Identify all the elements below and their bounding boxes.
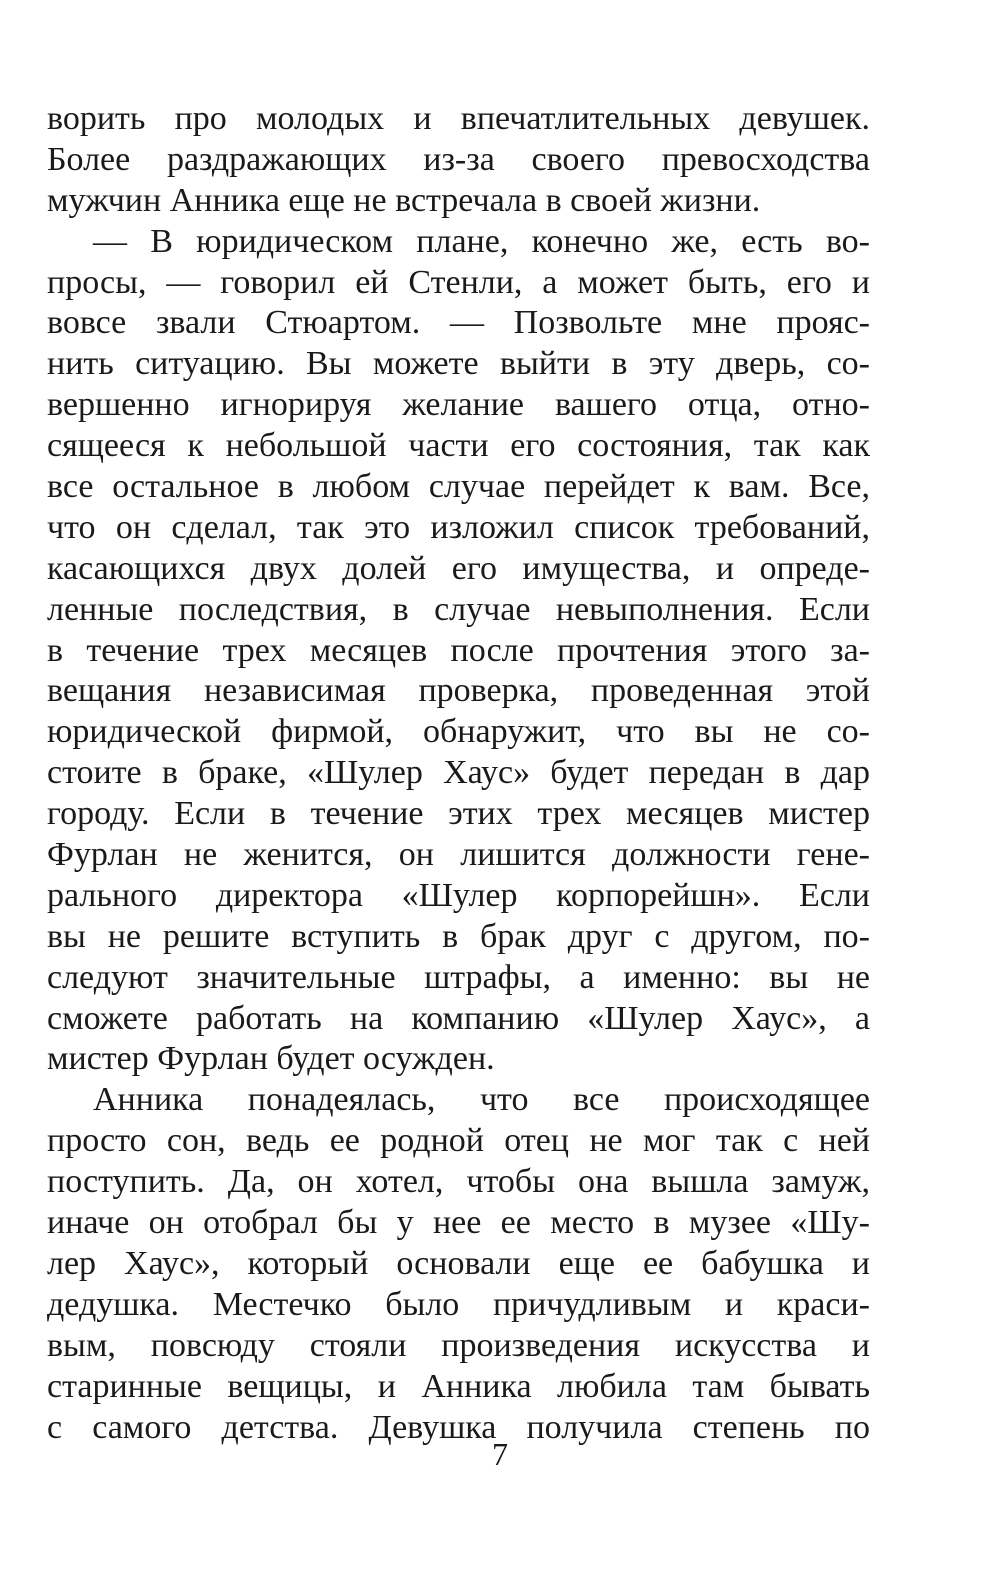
text-line: ленные последствия, в случае невыполнения. Если — [47, 590, 870, 628]
text-line: касающихся двух долей его имущества, и опреде- — [47, 549, 870, 587]
text-line: старинные вещицы, и Анника любила там бывать — [47, 1367, 870, 1405]
text-line: в течение трех месяцев после прочтения этого за- — [47, 631, 870, 669]
text-line: следуют значительные штрафы, а именно: вы не — [47, 958, 870, 996]
text-line: Более раздражающих из-за своего превосходства — [47, 140, 870, 178]
text-line: юридической фирмой, обнаружит, что вы не со- — [47, 713, 870, 751]
text-line: городу. Если в течение этих трех месяцев мистер — [47, 795, 870, 833]
text-line: вовсе звали Стюартом. — Позвольте мне прояс- — [47, 304, 870, 342]
text-line: вещания независимая проверка, проведенная этой — [47, 672, 870, 710]
text-line: стоите в браке, «Шулер Хаус» будет передан в дар — [47, 754, 870, 792]
text-line: мужчин Анника еще не встречала в своей жизни. — [47, 181, 761, 219]
text-line: нить ситуацию. Вы можете выйти в эту дверь, со- — [47, 345, 870, 383]
text-line: иначе он отобрал бы у нее ее место в музее «Шу- — [47, 1204, 870, 1242]
text-line: ворить про молодых и впечатлительных девушек. — [47, 100, 870, 137]
text-line: все остальное в любом случае перейдет к вам. Все, — [47, 468, 870, 506]
text-line: — В юридическом плане, конечно же, есть во- — [93, 222, 870, 260]
text-line: дедушка. Местечко было причудливым и краси- — [47, 1285, 870, 1323]
text-line: что он сделал, так это изложил список требований, — [47, 508, 870, 546]
text-line: с самого детства. Девушка получила степень по — [47, 1408, 870, 1446]
body-text — [47, 99, 870, 1448]
text-line: просто сон, ведь ее родной отец не мог так с ней — [47, 1122, 870, 1160]
text-line: лер Хаус», который основали еще ее бабушка и — [47, 1244, 870, 1282]
text-line: Анника понадеялась, что все происходящее — [93, 1081, 870, 1119]
text-line: мистер Фурлан будет осужден. — [47, 1040, 495, 1078]
text-line: сящееся к небольшой части его состояния, так как — [47, 427, 870, 465]
text-line: сможете работать на компанию «Шулер Хаус», а — [47, 999, 870, 1037]
text-line: просы, — говорил ей Стенли, а может быть, его и — [47, 263, 870, 301]
text-line: вым, повсюду стояли произведения искусства и — [47, 1326, 870, 1364]
text-line: Фурлан не женится, он лишится должности гене- — [47, 836, 870, 874]
page-number: 7 — [492, 1436, 508, 1472]
text-line: поступить. Да, он хотел, чтобы она вышла замуж, — [47, 1163, 870, 1201]
text-line: вершенно игнорируя желание вашего отца, отно- — [47, 386, 870, 424]
text-line: рального директора «Шулер корпорейшн». Если — [47, 876, 870, 914]
text-line: вы не решите вступить в брак друг с другом, по- — [47, 917, 870, 955]
